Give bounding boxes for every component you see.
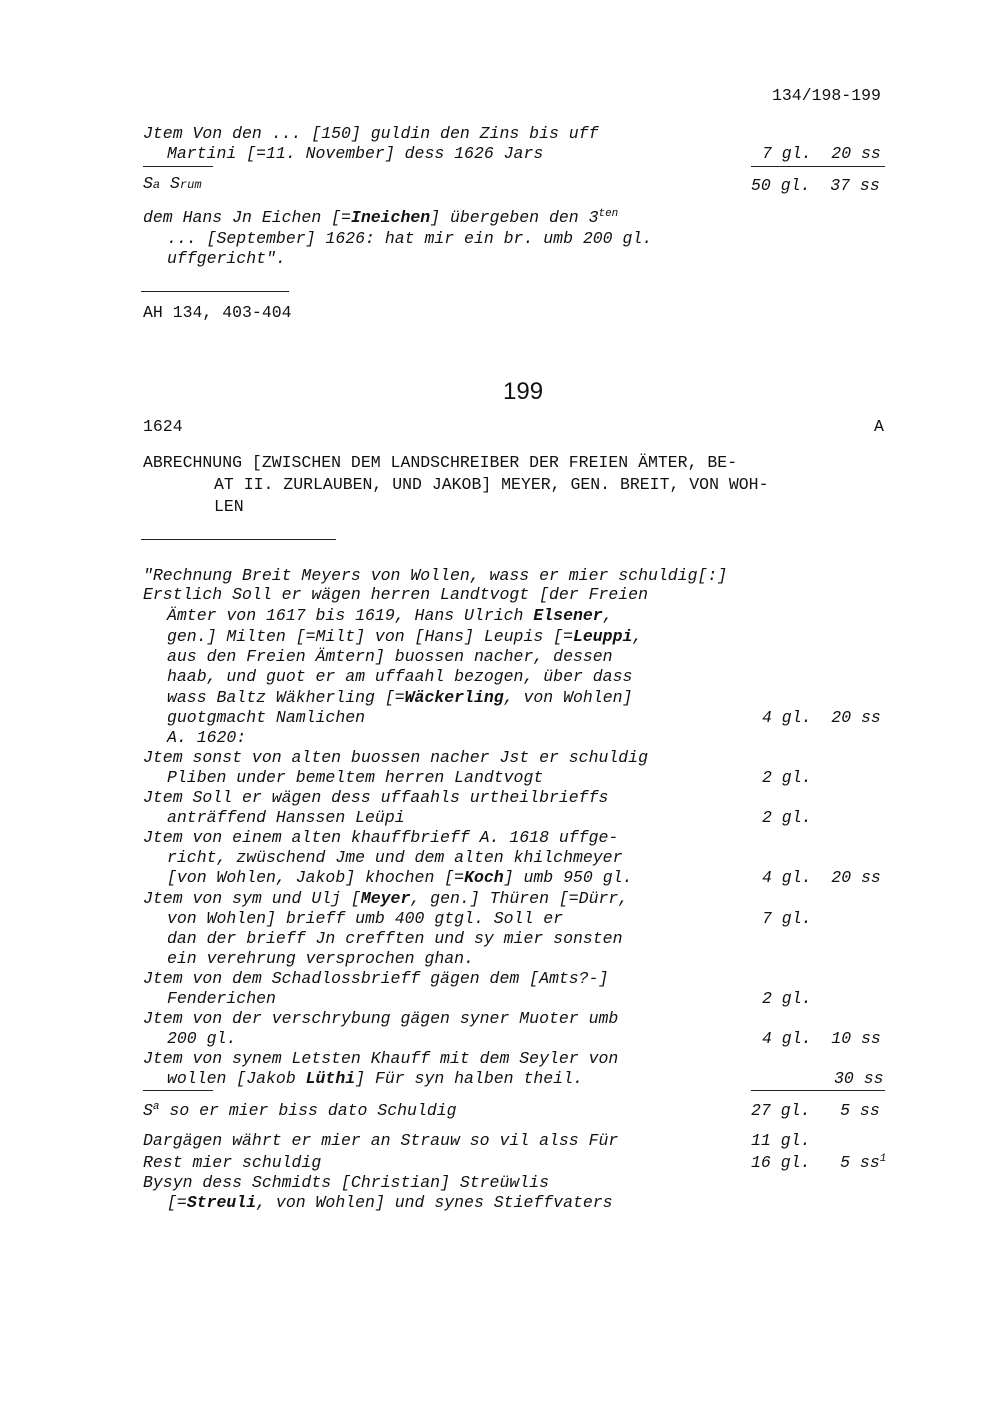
sum-amount: 50 gl. 37 ss	[751, 176, 880, 195]
text-line: Jtem von einem alten khauffbrieff A. 1618 uffge-	[143, 828, 619, 847]
text-line: Jtem von der verschrybung gägen syner Muoter umb	[143, 1009, 619, 1028]
bold-name: Leuppi	[572, 627, 633, 646]
text-segment: wollen [Jakob	[167, 1069, 306, 1088]
text-line: 200 gl.	[167, 1029, 237, 1048]
text-line: aus den Freien Ämtern] buossen nacher, dessen	[167, 647, 613, 666]
text-line: Jtem Von den ... [150] guldin den Zins bis uff	[143, 124, 599, 143]
amount: 4 gl. 20 ss	[762, 708, 881, 727]
divider	[751, 1090, 885, 1091]
amount: 4 gl. 20 ss	[762, 868, 881, 887]
divider	[141, 291, 289, 292]
amount: 7 gl.	[762, 909, 812, 928]
entry-number: 199	[503, 378, 544, 405]
divider	[751, 166, 885, 167]
text-line: A. 1620:	[167, 728, 247, 747]
bold-name: Lüthi	[305, 1069, 356, 1088]
sum-a: a	[152, 178, 161, 192]
text-segment: so er mier biss dato Schuldig	[159, 1101, 457, 1120]
text-line: Jtem von synem Letsten Khauff mit dem Seyler von	[143, 1049, 619, 1068]
text-segment: ,	[632, 627, 643, 646]
page-reference: 134/198-199	[772, 86, 881, 105]
entry-title-line: ABRECHNUNG [ZWISCHEN DEM LANDSCHREIBER DER FREIEN ÄMTER, BE-	[143, 453, 738, 472]
bold-name: Meyer	[360, 889, 411, 908]
text-segment: ] übergeben den 3	[430, 208, 599, 227]
text-line: dan der brieff Jn crefften und sy mier sonsten	[167, 929, 623, 948]
text-segment: , von Wohlen]	[503, 688, 633, 707]
entry-title-line: LEN	[214, 497, 244, 516]
text-segment: Jtem von sym und Ulj [	[143, 889, 361, 908]
text-line: Dargägen währt er mier an Strauw so vil alss Für	[143, 1131, 619, 1150]
superscript: a	[152, 1101, 160, 1113]
text-line: Erstlich Soll er wägen herren Landtvogt [der Freien	[143, 585, 648, 604]
text-line	[167, 606, 613, 626]
text-line: Jtem von dem Schadlossbrieff gägen dem [Amts?-]	[143, 969, 609, 988]
text-segment: ,	[602, 606, 613, 625]
text-line: Bysyn dess Schmidts [Christian] Streüwlis	[143, 1173, 549, 1192]
text-segment: ] Für syn halben theil.	[355, 1069, 583, 1088]
text-line: ein verehrung versprochen ghan.	[167, 949, 474, 968]
sum-line	[143, 1101, 457, 1121]
text-segment: wass Baltz Wäkherling [=	[167, 688, 405, 707]
sum-s: S	[143, 174, 153, 193]
text-segment: , von Wohlen] und synes Stieffvaters	[256, 1193, 613, 1212]
divider	[143, 1090, 213, 1091]
source-reference: AH 134, 403-404	[143, 303, 292, 322]
text-line: uffgericht".	[167, 249, 286, 268]
text-segment: ] umb 950 gl.	[503, 868, 633, 887]
entry-title-line: AT II. ZURLAUBEN, UND JAKOB] MEYER, GEN. BREIT, VON WOH-	[214, 475, 769, 494]
text-line: Jtem sonst von alten buossen nacher Jst er schuldig	[143, 748, 648, 767]
text-line: Rest mier schuldig	[143, 1153, 322, 1172]
text-segment: gen.] Milten [=Milt] von [Hans] Leupis [=	[167, 627, 573, 646]
text-segment: [=	[167, 1193, 187, 1212]
amount: 30 ss	[834, 1069, 884, 1088]
bold-name: Wäckerling	[404, 688, 504, 707]
entry-letter: A	[874, 417, 884, 436]
amount: 2 gl.	[762, 808, 812, 827]
bold-name: Elsener	[533, 606, 603, 625]
text-line: Martini [=11. November] dess 1626 Jars	[167, 144, 544, 163]
entry-year: 1624	[143, 417, 183, 436]
amount: 2 gl.	[762, 989, 812, 1008]
amount: 7 gl. 20 ss	[762, 144, 881, 163]
text-line	[167, 868, 632, 888]
divider	[143, 166, 213, 167]
superscript: ten	[598, 208, 619, 220]
text-line: Pliben under bemeltem herren Landtvogt	[167, 768, 544, 787]
divider	[141, 539, 336, 540]
text-line: haab, und guot er am uffaahl bezogen, über dass	[167, 667, 633, 686]
text-line: Jtem Soll er wägen dess uffaahls urtheilbrieffs	[143, 788, 609, 807]
text-line: ... [September] 1626: hat mir ein br. umb 200 gl.	[167, 229, 653, 248]
bold-name: Koch	[464, 868, 504, 887]
sum-label	[143, 174, 202, 195]
text-line: guotgmacht Namlichen	[167, 708, 366, 727]
text-line: Fenderichen	[167, 989, 276, 1008]
text-segment: dem Hans Jn Eichen [=	[143, 208, 351, 227]
sum-amount: 27 gl. 5 ss	[751, 1101, 880, 1120]
text-segment: [von Wohlen, Jakob] khochen [=	[167, 868, 465, 887]
text-line	[143, 208, 618, 228]
sum-rum: rum	[179, 178, 202, 192]
bold-name: Ineichen	[350, 208, 431, 227]
text-line	[143, 889, 628, 909]
bold-name: Streuli	[186, 1193, 257, 1212]
text-line: von Wohlen] brieff umb 400 gtgl. Soll er	[167, 909, 564, 928]
amount	[751, 1153, 886, 1173]
text-segment: 16 gl. 5 ss	[751, 1153, 880, 1172]
text-line	[167, 627, 642, 647]
text-line: "Rechnung Breit Meyers von Wollen, wass er mier schuldig[:]	[143, 566, 728, 585]
text-segment: Ämter von 1617 bis 1619, Hans Ulrich	[167, 606, 534, 625]
text-line: anträffend Hanssen Leüpi	[167, 808, 405, 827]
text-line	[167, 688, 632, 708]
text-line: richt, zwüschend Jme und dem alten khilchmeyer	[167, 848, 623, 867]
text-line	[167, 1069, 583, 1089]
amount: 4 gl. 10 ss	[762, 1029, 881, 1048]
text-line	[167, 1193, 613, 1213]
amount: 11 gl.	[751, 1131, 811, 1150]
sum-s2: S	[170, 174, 180, 193]
amount: 2 gl.	[762, 768, 812, 787]
text-segment: , gen.] Thüren [=Dürr,	[410, 889, 629, 908]
sum-s: S	[143, 1101, 153, 1120]
footnote-mark: 1	[879, 1153, 887, 1165]
